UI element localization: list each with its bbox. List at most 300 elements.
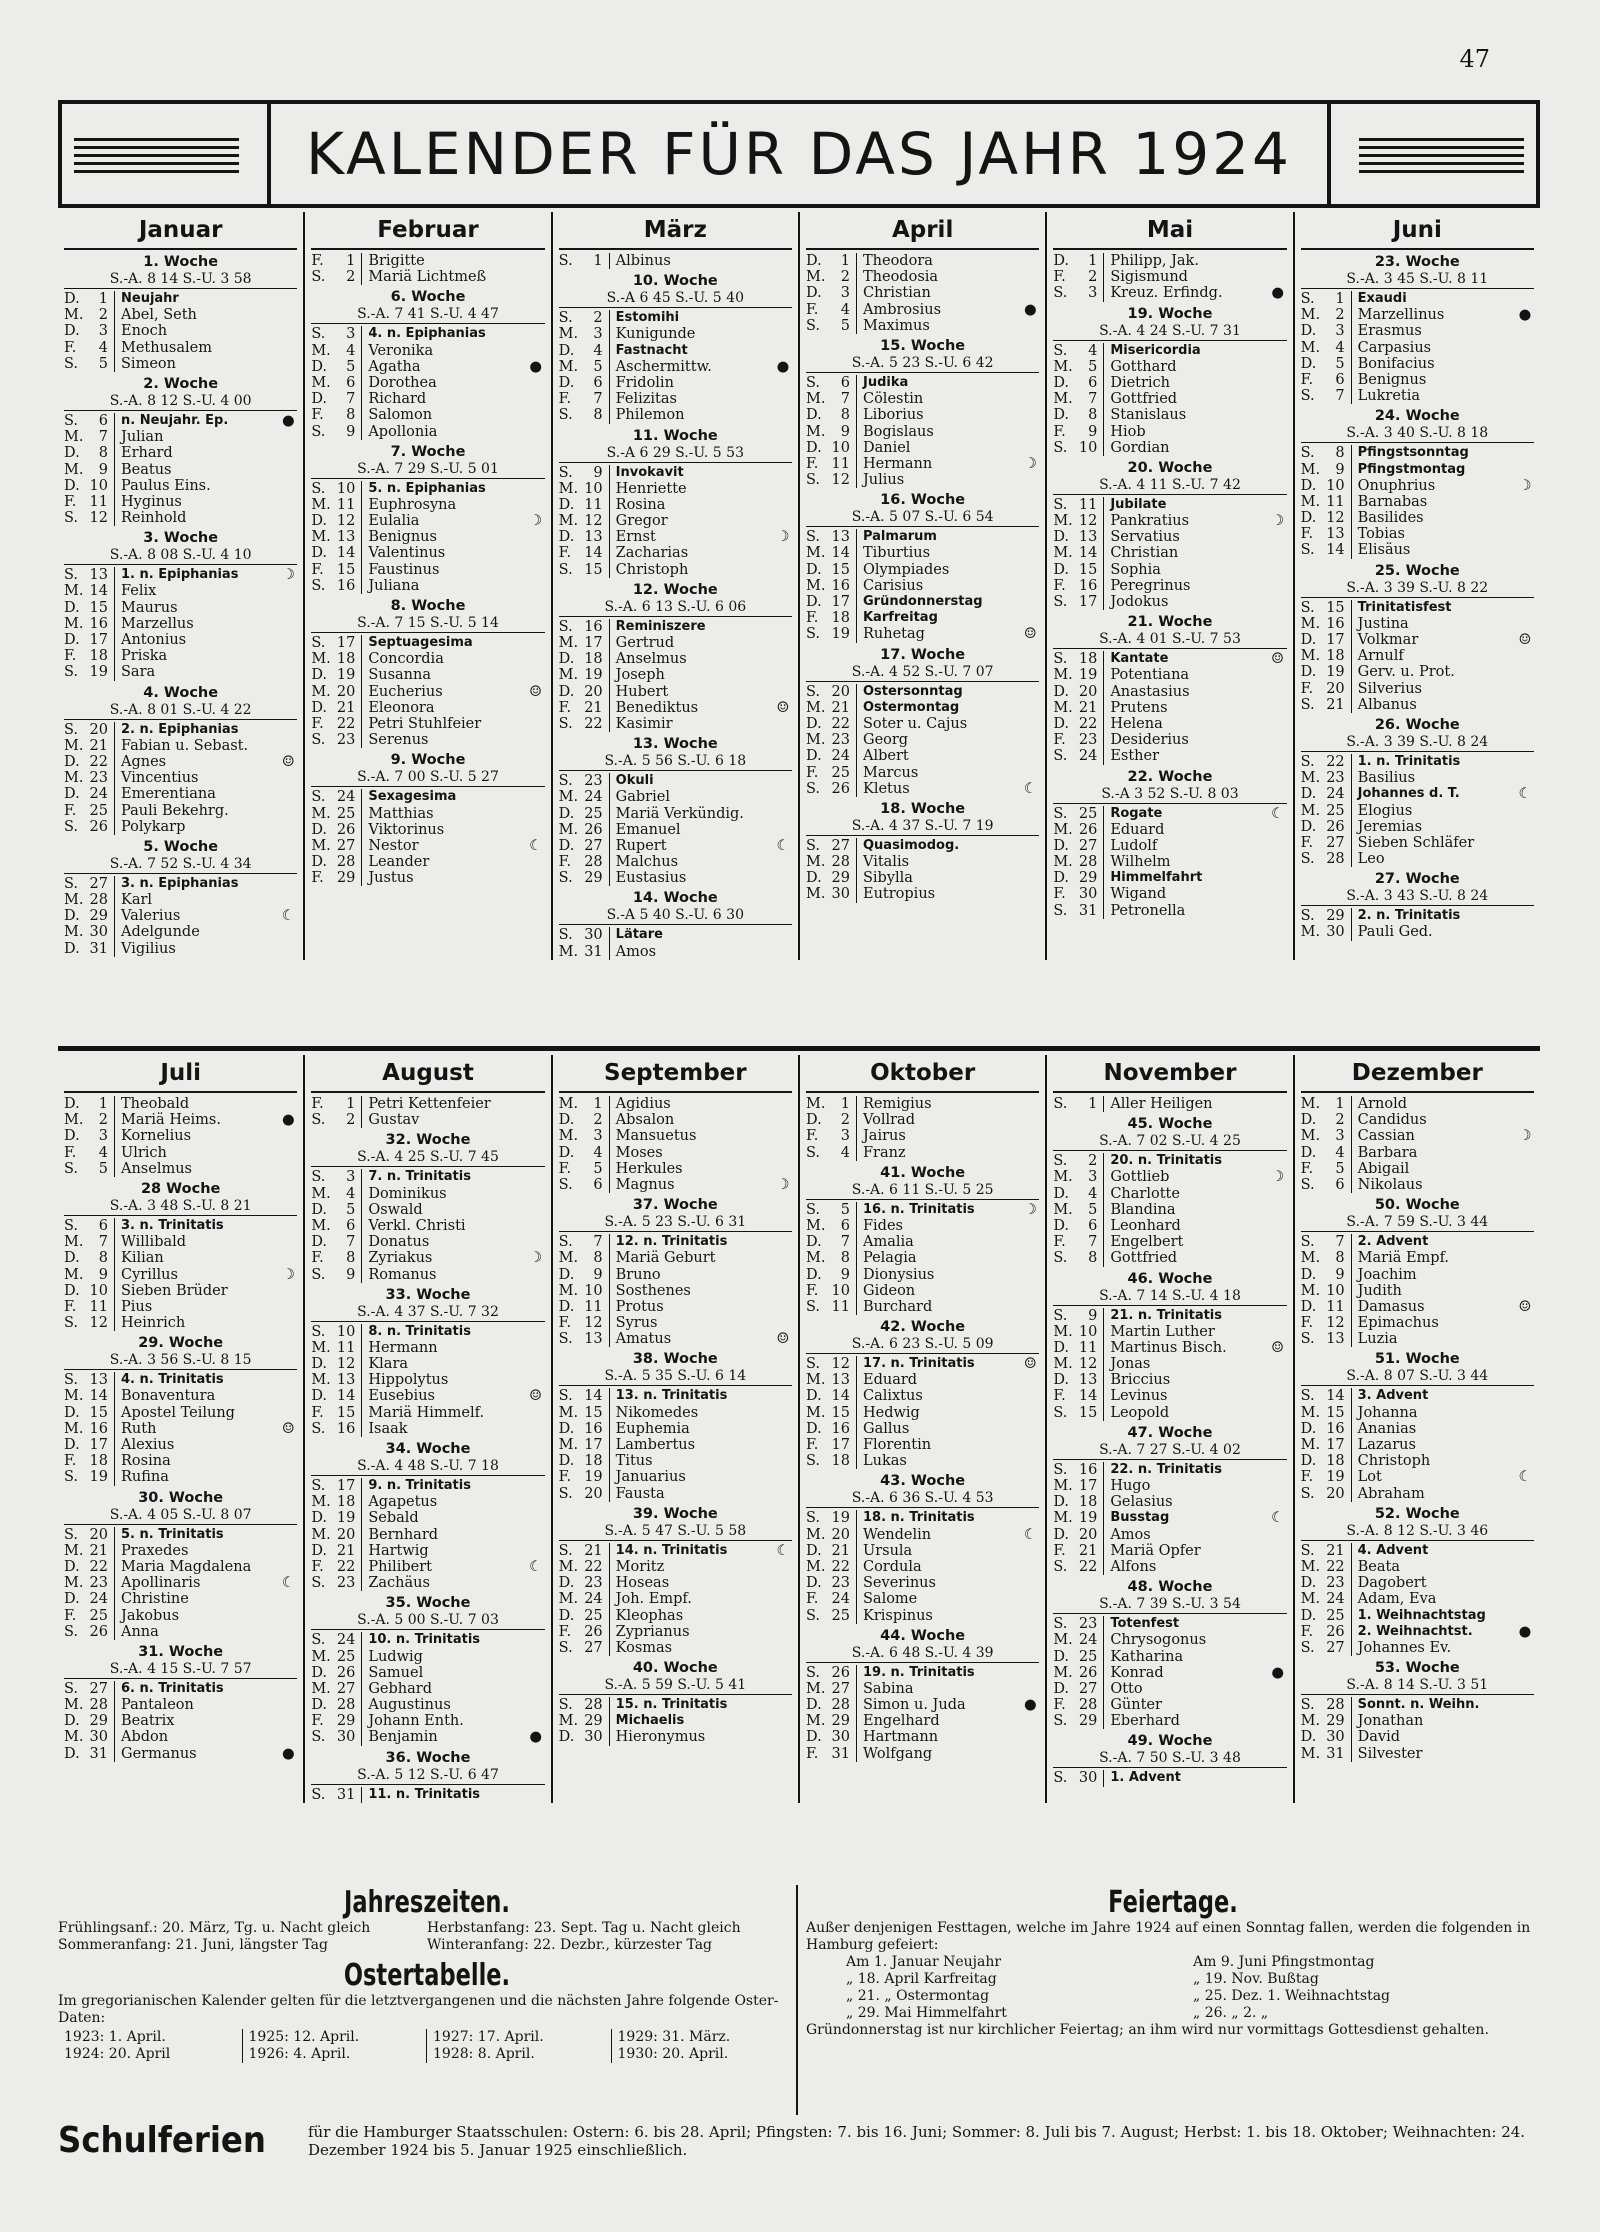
day-number: 13 xyxy=(830,1372,857,1388)
day-row xyxy=(1301,1096,1534,1112)
day-row xyxy=(806,870,1039,886)
day-row xyxy=(1301,1486,1534,1502)
name-day: Valerius xyxy=(121,908,181,925)
weekday: D. xyxy=(1053,374,1070,391)
day-number: 1 xyxy=(88,291,115,307)
weekday: S. xyxy=(311,789,326,806)
day-number: 30 xyxy=(1325,1729,1352,1745)
weekday: M. xyxy=(805,1250,826,1267)
day-row xyxy=(311,822,544,838)
name-day: Simeon xyxy=(121,355,176,372)
name-day: Jeremias xyxy=(1357,818,1423,835)
name-day: Kletus xyxy=(862,780,910,797)
weekday: M. xyxy=(558,821,579,838)
name-day: Pauli Bekehrg. xyxy=(121,802,229,819)
day-row xyxy=(64,803,297,819)
day-row xyxy=(559,1177,792,1193)
name-day: Gotthard xyxy=(1110,358,1177,375)
day-number: 23 xyxy=(583,773,610,789)
day-number: 6 xyxy=(1325,1177,1352,1193)
weekday: F. xyxy=(805,610,819,627)
weekday: S. xyxy=(311,732,326,749)
weekday: S. xyxy=(558,1388,573,1405)
name-day: Albanus xyxy=(1357,696,1417,713)
day-row xyxy=(1053,1153,1286,1169)
day-row xyxy=(1053,1494,1286,1510)
day-row xyxy=(559,716,792,732)
day-number: 14 xyxy=(88,583,115,599)
day-row xyxy=(559,635,792,651)
week-number: 48. Woche xyxy=(1127,1579,1213,1596)
name-day: Vitalis xyxy=(862,854,910,871)
name-day: Eucherius xyxy=(368,683,443,700)
day-number: 29 xyxy=(1325,908,1352,924)
weekday: D. xyxy=(311,1356,328,1373)
name-day: Dionysius xyxy=(862,1266,935,1283)
weekday: F. xyxy=(1300,1160,1314,1177)
name-day: Okuli xyxy=(615,773,654,789)
weekday: D. xyxy=(558,805,575,822)
day-row xyxy=(64,1145,297,1161)
weekday: D. xyxy=(1053,1648,1070,1665)
weekday: M. xyxy=(1053,1478,1073,1494)
day-row xyxy=(806,1453,1039,1469)
day-number: 24 xyxy=(88,1591,115,1607)
weekday: D. xyxy=(311,699,328,716)
name-day: Rosina xyxy=(121,1453,171,1470)
weekday: D. xyxy=(311,391,328,408)
day-number: 10 xyxy=(1325,1283,1352,1299)
week-number: 11. Woche xyxy=(632,427,718,444)
name-day: Jakobus xyxy=(121,1607,180,1624)
day-row xyxy=(311,1202,544,1218)
week-number: 45. Woche xyxy=(1127,1116,1213,1133)
name-day: Syrus xyxy=(615,1315,658,1332)
weekday: M. xyxy=(1300,1437,1321,1453)
holiday-entry: „ 19. Nov. Bußtag xyxy=(1193,1971,1319,1987)
weekday: M. xyxy=(1053,667,1073,684)
name-day: Helena xyxy=(1110,715,1163,732)
day-number: 3 xyxy=(1325,323,1352,339)
day-row xyxy=(1053,1543,1286,1559)
holiday-entry: „ 21. „ Ostermontag xyxy=(846,1988,990,2004)
name-day: 2. Weihnachtst. xyxy=(1357,1623,1473,1639)
day-number: 10 xyxy=(335,1324,362,1340)
day-row xyxy=(559,1543,792,1559)
day-number: 3 xyxy=(830,285,857,301)
name-day: Quasimodog. xyxy=(862,837,960,853)
day-number: 17 xyxy=(830,1437,857,1453)
sunrise-sunset: S.-A. 3 39 S.-U. 8 22 xyxy=(1301,580,1534,598)
day-number: 8 xyxy=(830,407,857,423)
day-number: 22 xyxy=(1077,716,1104,732)
sunrise-sunset: S.-A. 3 39 S.-U. 8 24 xyxy=(1301,734,1534,752)
weekday: S. xyxy=(1300,851,1315,868)
name-day: Estomihi xyxy=(615,310,680,326)
day-number: 19 xyxy=(88,664,115,680)
day-row xyxy=(559,1250,792,1266)
name-day: Marzellinus xyxy=(1357,307,1445,324)
day-number: 9 xyxy=(88,462,115,478)
name-day: Kasimir xyxy=(615,715,673,732)
weekday: D. xyxy=(805,1420,822,1437)
name-day: Leonhard xyxy=(1110,1217,1181,1234)
weekday: D. xyxy=(1053,1494,1070,1511)
day-number: 26 xyxy=(88,1624,115,1640)
day-number: 23 xyxy=(830,732,857,748)
day-row xyxy=(311,651,544,667)
weekday: S. xyxy=(1053,1461,1068,1478)
weekday: D. xyxy=(64,753,80,770)
day-number: 19 xyxy=(830,1510,857,1526)
day-row xyxy=(1053,594,1286,610)
day-number: 24 xyxy=(583,789,610,805)
weekday: M. xyxy=(558,1250,579,1267)
weekday: D. xyxy=(805,1697,822,1714)
month-name: November xyxy=(1053,1055,1286,1093)
week-number: 36. Woche xyxy=(385,1749,471,1766)
name-day: Carisius xyxy=(862,577,924,594)
moon-phase-icon: ● xyxy=(1271,1664,1284,1681)
day-number: 16 xyxy=(1325,1421,1352,1437)
day-number: 5 xyxy=(88,1161,115,1177)
day-number: 6 xyxy=(1325,372,1352,388)
moon-phase-icon: ☾ xyxy=(529,837,543,854)
weekday: F. xyxy=(558,854,572,871)
day-row xyxy=(64,478,297,494)
weekday: D. xyxy=(805,870,822,887)
name-day: Susanna xyxy=(368,667,432,684)
day-number: 30 xyxy=(583,927,610,943)
day-row xyxy=(1301,356,1534,372)
name-day: Rosina xyxy=(615,496,666,513)
name-day: Enoch xyxy=(121,323,168,340)
name-day: Nestor xyxy=(368,837,419,854)
weekday: F. xyxy=(1053,1388,1066,1405)
day-row xyxy=(806,318,1039,334)
weekday: D. xyxy=(311,667,328,684)
day-row xyxy=(559,1299,792,1315)
day-number: 14 xyxy=(335,1388,362,1404)
day-row xyxy=(311,1649,544,1665)
day-number: 14 xyxy=(1325,1388,1352,1404)
name-day: Valentinus xyxy=(368,545,446,562)
week-number: 29. Woche xyxy=(138,1335,224,1352)
moon-phase-icon: ☺ xyxy=(1023,1356,1037,1373)
day-row xyxy=(559,651,792,667)
weekday: S. xyxy=(558,407,573,424)
holiday-list xyxy=(846,1954,1540,2022)
moon-phase-icon: ☾ xyxy=(776,1542,790,1559)
day-number: 23 xyxy=(335,1575,362,1591)
month-column xyxy=(1295,1055,1540,1803)
day-row xyxy=(806,529,1039,545)
name-day: Kilian xyxy=(121,1250,164,1267)
name-day: Sophia xyxy=(1110,561,1161,578)
day-row xyxy=(559,1161,792,1177)
day-number: 8 xyxy=(583,407,610,423)
day-row xyxy=(311,407,544,423)
day-row xyxy=(806,1202,1039,1218)
name-day: Concordia xyxy=(368,651,444,668)
day-number: 28 xyxy=(335,854,362,870)
day-row xyxy=(64,1591,297,1607)
name-day: Philipp, Jak. xyxy=(1110,253,1199,269)
name-day: Rogate xyxy=(1110,805,1163,821)
day-row xyxy=(806,1388,1039,1404)
name-day: Hippolytus xyxy=(368,1372,449,1389)
day-row xyxy=(64,1112,297,1128)
weekday: M. xyxy=(805,1404,826,1421)
day-row xyxy=(559,465,792,481)
weekday: D. xyxy=(64,477,80,494)
day-number: 5 xyxy=(830,1202,857,1218)
day-number: 18 xyxy=(830,610,857,626)
weekday: S. xyxy=(1053,1096,1068,1112)
name-day: Apollinaris xyxy=(121,1575,201,1592)
day-row xyxy=(559,1575,792,1591)
weekday: M. xyxy=(805,577,826,594)
day-row xyxy=(311,1665,544,1681)
day-number: 11 xyxy=(830,456,857,472)
day-row xyxy=(1053,1713,1286,1729)
weekday: D. xyxy=(64,1437,80,1453)
day-number: 18 xyxy=(88,1453,115,1469)
name-day: Ludwig xyxy=(368,1648,423,1665)
day-number: 8 xyxy=(1325,1250,1352,1266)
day-number: 20 xyxy=(1325,1486,1352,1502)
day-number: 9 xyxy=(335,1267,362,1283)
day-row xyxy=(64,1543,297,1559)
weekday: S. xyxy=(558,870,573,887)
day-number: 21 xyxy=(830,700,857,716)
day-number: 16 xyxy=(1077,1462,1104,1478)
day-row xyxy=(806,269,1039,285)
moon-phase-icon: ☽ xyxy=(529,1250,543,1267)
name-day: Peregrinus xyxy=(1110,577,1191,594)
name-day: Karl xyxy=(121,892,153,909)
seasons-row-1 xyxy=(58,1920,796,1937)
weekday: D. xyxy=(311,821,328,838)
week-number: 50. Woche xyxy=(1374,1197,1460,1214)
day-number: 5 xyxy=(88,356,115,372)
day-row xyxy=(559,375,792,391)
day-row xyxy=(311,578,544,594)
seasons-easter-panel xyxy=(58,1885,798,2115)
day-row xyxy=(1301,1331,1534,1347)
day-row xyxy=(311,562,544,578)
day-row xyxy=(1301,770,1534,786)
day-number: 28 xyxy=(1077,854,1104,870)
sunrise-sunset: S.-A. 3 56 S.-U. 8 15 xyxy=(64,1352,297,1370)
sunrise-sunset: S.-A 3 52 S.-U. 8 03 xyxy=(1053,786,1286,804)
day-number: 20 xyxy=(830,1527,857,1543)
name-day: Christian xyxy=(862,285,931,302)
day-number: 15 xyxy=(1077,1405,1104,1421)
month-name: Juli xyxy=(64,1055,297,1093)
name-day: Amos xyxy=(615,943,657,960)
day-row xyxy=(311,1405,544,1421)
name-day: Benjamin xyxy=(368,1729,438,1746)
day-row xyxy=(64,908,297,924)
name-day: Vigilius xyxy=(121,940,176,957)
name-day: Olympiades xyxy=(862,561,950,578)
weekday: F. xyxy=(1053,423,1066,440)
day-row xyxy=(1301,1234,1534,1250)
day-row xyxy=(64,323,297,339)
day-number: 18 xyxy=(830,1453,857,1469)
moon-phase-icon: ☽ xyxy=(281,567,295,584)
name-day: Beatrix xyxy=(121,1713,175,1730)
day-row xyxy=(64,1729,297,1745)
day-number: 2 xyxy=(335,1112,362,1128)
day-row xyxy=(1053,1405,1286,1421)
weekday: D. xyxy=(1300,1298,1317,1315)
day-number: 14 xyxy=(583,545,610,561)
weekday: M. xyxy=(64,1388,84,1405)
weekday: S. xyxy=(311,1112,326,1129)
day-number: 1 xyxy=(1077,1096,1104,1112)
day-number: 21 xyxy=(1077,700,1104,716)
week-number: 49. Woche xyxy=(1127,1733,1213,1750)
weekday: D. xyxy=(1300,1575,1317,1592)
weekday: M. xyxy=(805,423,826,440)
day-row xyxy=(806,1559,1039,1575)
day-number: 12 xyxy=(1325,510,1352,526)
name-day: Silverius xyxy=(1357,680,1422,697)
day-number: 17 xyxy=(335,635,362,651)
day-row xyxy=(311,1729,544,1745)
weekday: M. xyxy=(558,513,579,530)
week-number: 19. Woche xyxy=(1127,305,1213,322)
name-day: Nikomedes xyxy=(615,1404,699,1421)
day-row xyxy=(806,391,1039,407)
weekday: F. xyxy=(805,1282,819,1299)
sunrise-sunset: S.-A. 6 11 S.-U. 5 25 xyxy=(806,1182,1039,1200)
day-number: 19 xyxy=(335,667,362,683)
weekday: S. xyxy=(558,1697,573,1714)
name-day: Gabriel xyxy=(615,789,670,806)
name-day: Kunigunde xyxy=(615,326,696,343)
weekday: D. xyxy=(805,715,822,732)
name-day: Amos xyxy=(1110,1526,1151,1543)
day-row xyxy=(559,838,792,854)
day-row xyxy=(311,359,544,375)
day-number: 23 xyxy=(1077,732,1104,748)
day-number: 16 xyxy=(88,616,115,632)
name-day: Dietrich xyxy=(1110,374,1171,391)
day-number: 28 xyxy=(88,1697,115,1713)
weekday: S. xyxy=(64,1526,79,1543)
name-day: Volkmar xyxy=(1357,632,1419,648)
sunrise-sunset: S.-A. 6 13 S.-U. 6 06 xyxy=(559,599,792,617)
weekday: S. xyxy=(311,1478,326,1494)
day-number: 14 xyxy=(583,1388,610,1404)
name-day: Pauli Ged. xyxy=(1357,924,1433,941)
month-name: September xyxy=(559,1055,792,1093)
day-row xyxy=(1053,1649,1286,1665)
name-day: Lukretia xyxy=(1357,388,1421,405)
day-row xyxy=(1301,600,1534,616)
day-row xyxy=(806,1299,1039,1315)
weekday: F. xyxy=(1300,1469,1314,1486)
seasons-title: Jahreszeiten. xyxy=(344,1885,510,1920)
day-number: 18 xyxy=(1077,1494,1104,1510)
day-number: 21 xyxy=(1325,1543,1352,1559)
moon-phase-icon: ☺ xyxy=(281,753,295,770)
week-number: 51. Woche xyxy=(1374,1351,1460,1368)
easter-title: Ostertabelle. xyxy=(343,1958,511,1993)
month-column xyxy=(305,212,552,960)
name-day: Ruth xyxy=(121,1420,157,1437)
name-day: 1. n. Epiphanias xyxy=(121,567,239,583)
day-number: 18 xyxy=(583,651,610,667)
name-day: 21. n. Trinitatis xyxy=(1110,1307,1222,1323)
day-number: 15 xyxy=(583,562,610,578)
page-number: 47 xyxy=(1459,45,1490,73)
name-day: Praxedes xyxy=(121,1542,189,1559)
weekday: F. xyxy=(1053,269,1066,286)
day-number: 22 xyxy=(335,1559,362,1575)
name-day: 9. n. Trinitatis xyxy=(368,1478,471,1493)
sunrise-sunset: S.-A. 5 23 S.-U. 6 42 xyxy=(806,355,1039,373)
name-day: Mariä Lichtmeß xyxy=(368,269,487,286)
day-row xyxy=(311,870,544,886)
weekday: D. xyxy=(805,561,822,578)
name-day: 4. Advent xyxy=(1357,1542,1429,1558)
weekday: S. xyxy=(64,510,79,527)
weekday: M. xyxy=(805,269,826,286)
day-row xyxy=(559,927,792,943)
name-day: Fastnacht xyxy=(615,342,688,358)
day-row xyxy=(559,481,792,497)
weekday: D. xyxy=(558,1575,575,1592)
day-number: 21 xyxy=(583,700,610,716)
name-day: Sibylla xyxy=(862,870,913,887)
month-name: Oktober xyxy=(806,1055,1039,1093)
weekday: M. xyxy=(64,924,84,941)
day-number: 2 xyxy=(583,310,610,326)
day-row xyxy=(1053,562,1286,578)
weekday: D. xyxy=(1300,786,1317,803)
day-row xyxy=(806,1421,1039,1437)
weekday: M. xyxy=(64,1697,84,1714)
weekday: F. xyxy=(64,1453,77,1470)
day-row xyxy=(1053,1340,1286,1356)
name-day: Blandina xyxy=(1110,1201,1176,1218)
day-number: 11 xyxy=(335,1340,362,1356)
day-number: 7 xyxy=(583,391,610,407)
weekday: D. xyxy=(558,1453,575,1470)
day-number: 24 xyxy=(1077,1632,1104,1648)
day-row xyxy=(559,562,792,578)
day-number: 7 xyxy=(1077,391,1104,407)
weekday: D. xyxy=(1053,1372,1070,1389)
name-day: Pius xyxy=(121,1298,153,1315)
weekday: S. xyxy=(805,626,821,643)
name-day: Titus xyxy=(615,1453,653,1470)
holiday-entry: „ 26. „ 2. „ xyxy=(1193,2005,1269,2021)
weekday: S. xyxy=(1053,1713,1068,1730)
day-number: 10 xyxy=(335,481,362,497)
day-number: 13 xyxy=(1077,1372,1104,1388)
day-row xyxy=(311,343,544,359)
day-row xyxy=(806,1510,1039,1526)
weekday: M. xyxy=(1053,1510,1073,1527)
week-number: 3. Woche xyxy=(143,530,219,547)
day-row xyxy=(1301,1283,1534,1299)
day-number: 14 xyxy=(1325,542,1352,558)
